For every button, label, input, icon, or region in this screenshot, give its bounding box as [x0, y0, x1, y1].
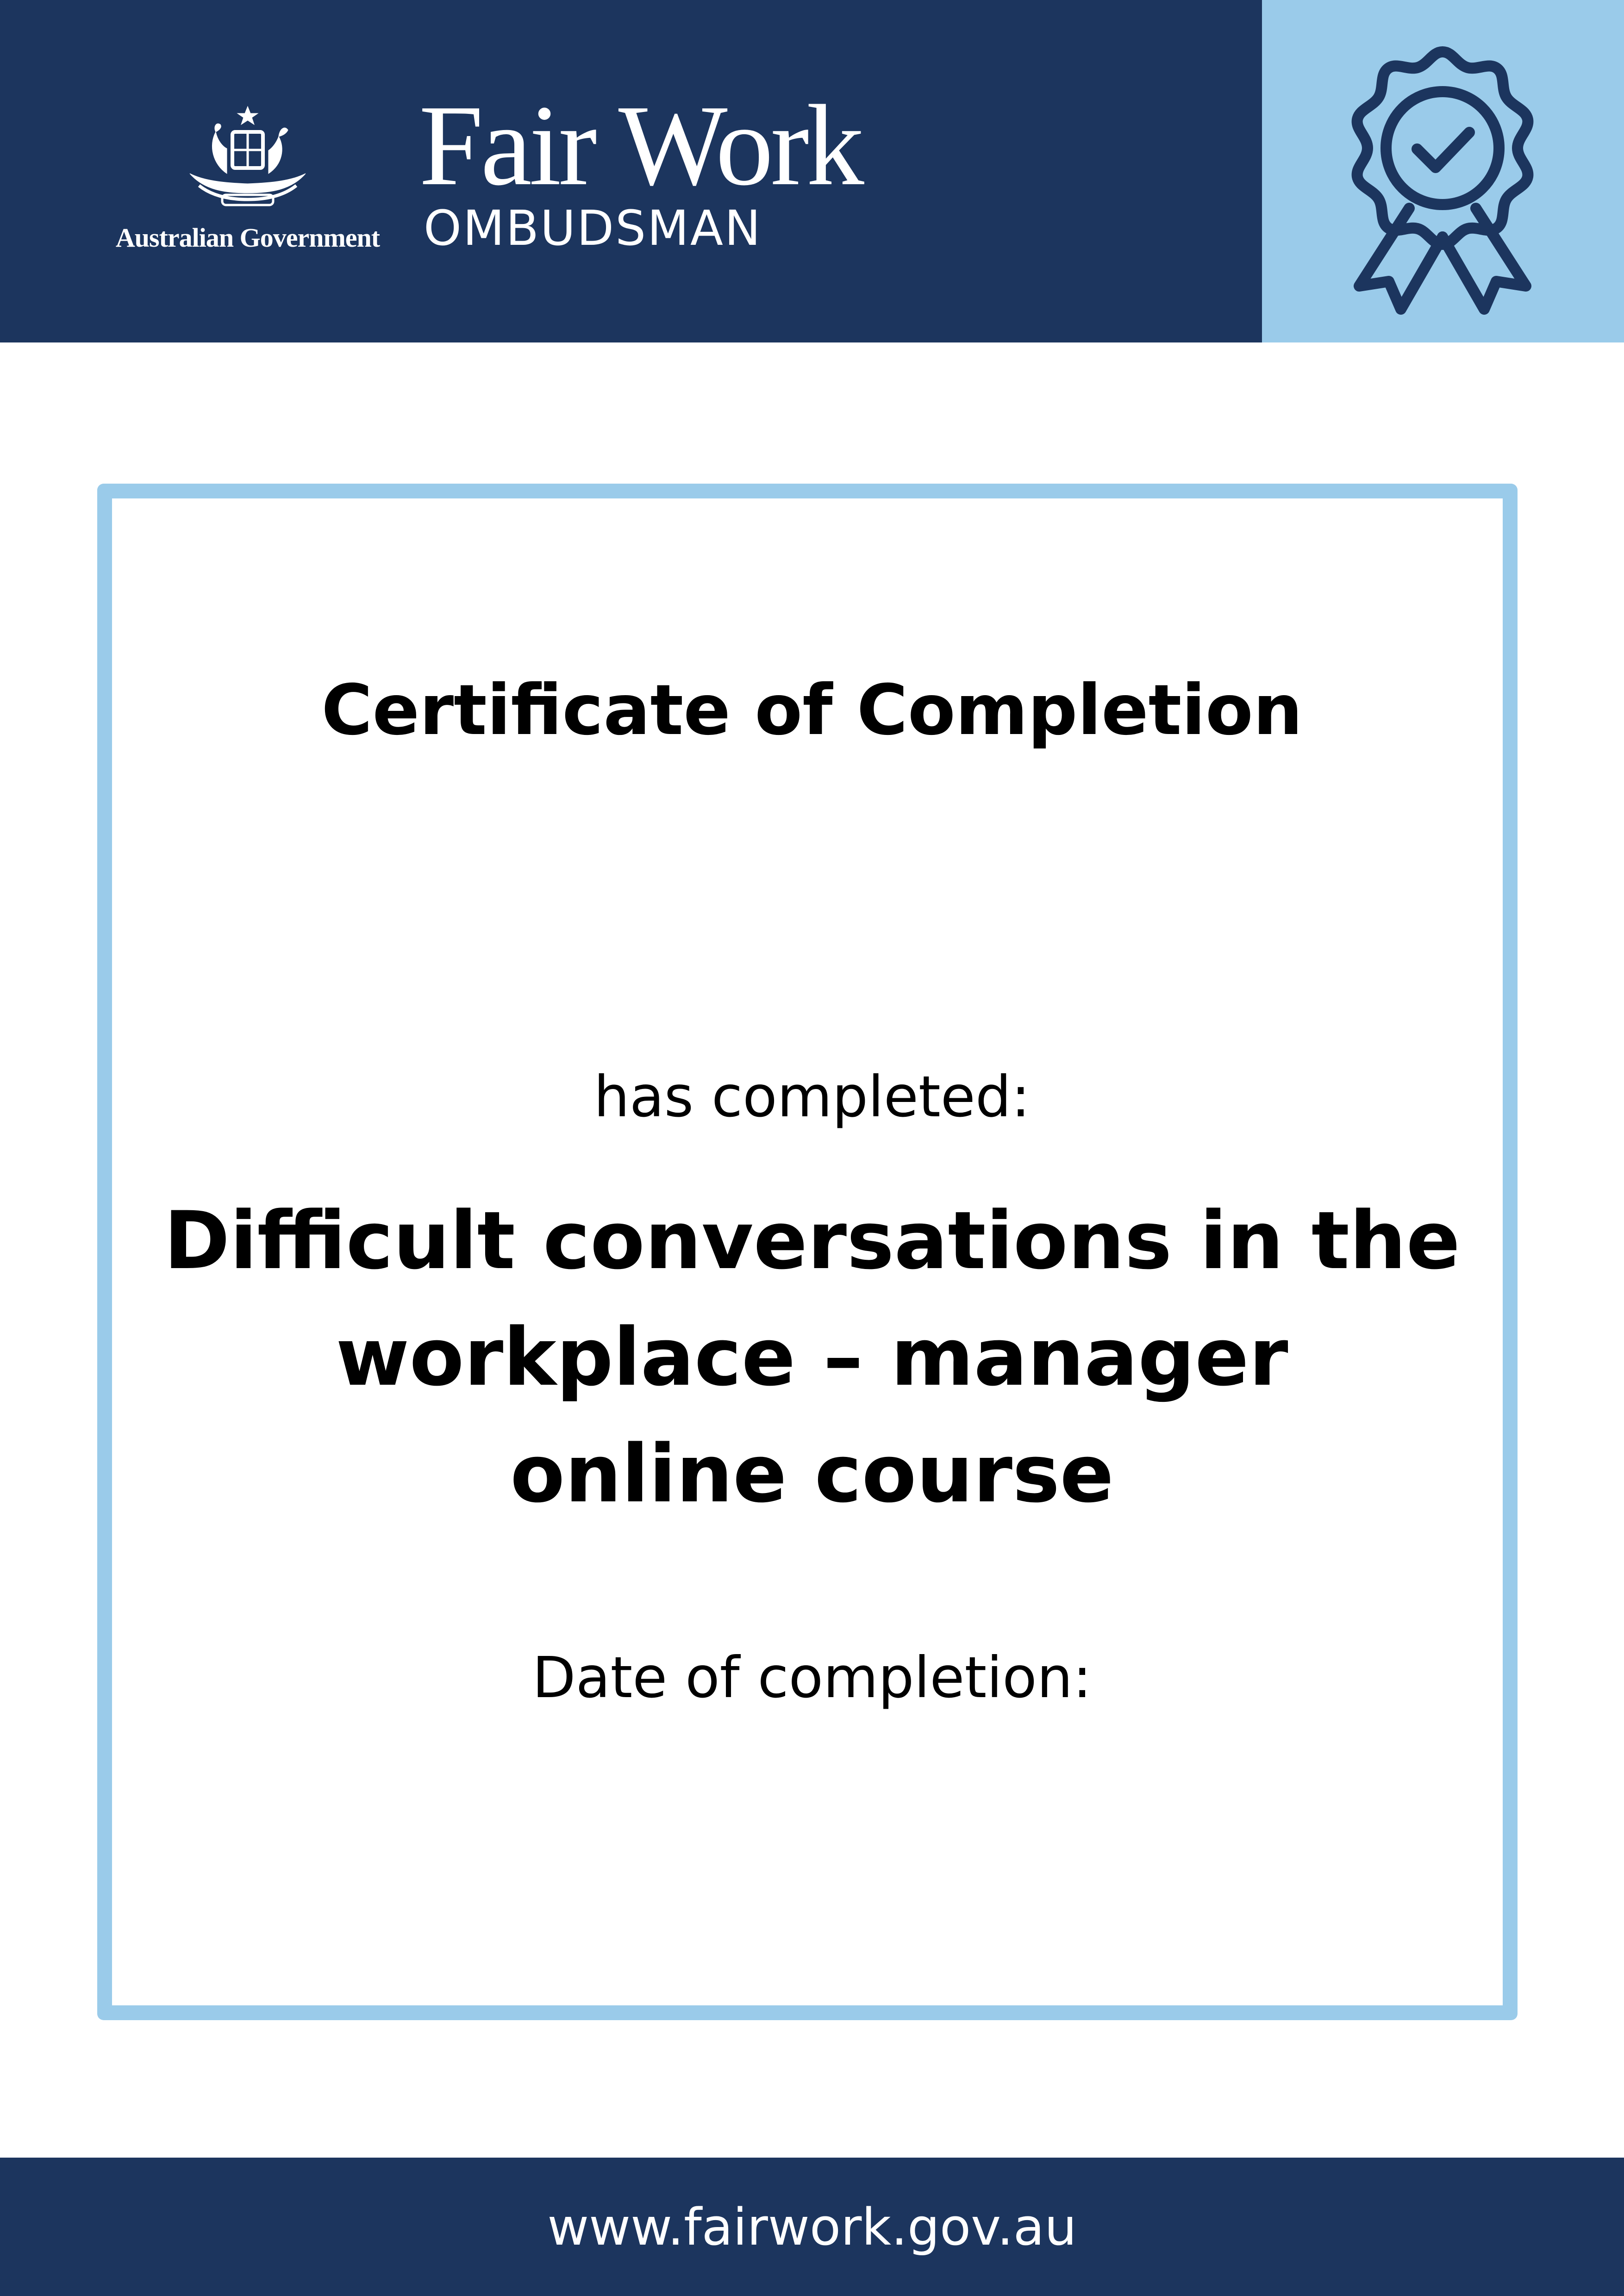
badge-panel [1262, 0, 1624, 342]
award-ribbon-check-icon [1262, 0, 1624, 342]
coat-of-arms-icon [171, 104, 324, 211]
brand-subtitle: OMBUDSMAN [424, 200, 762, 256]
brand-title: Fair Work [419, 81, 862, 210]
website-link[interactable]: www.fairwork.gov.au [547, 2197, 1077, 2257]
australian-government-logo [106, 104, 389, 257]
completed-label: has completed: [593, 1064, 1031, 1130]
course-title-line: online course [510, 1427, 1114, 1520]
course-title-line: workplace – manager [336, 1311, 1288, 1404]
course-title-line: Difficult conversations in the [163, 1194, 1461, 1287]
footer-banner [0, 2158, 1624, 2296]
header-banner [0, 0, 1624, 342]
course-title [0, 1182, 1624, 1532]
date-of-completion-label: Date of completion: [532, 1645, 1092, 1711]
government-label: Australian Government [115, 223, 380, 253]
certificate-title: Certificate of Completion [321, 670, 1303, 751]
